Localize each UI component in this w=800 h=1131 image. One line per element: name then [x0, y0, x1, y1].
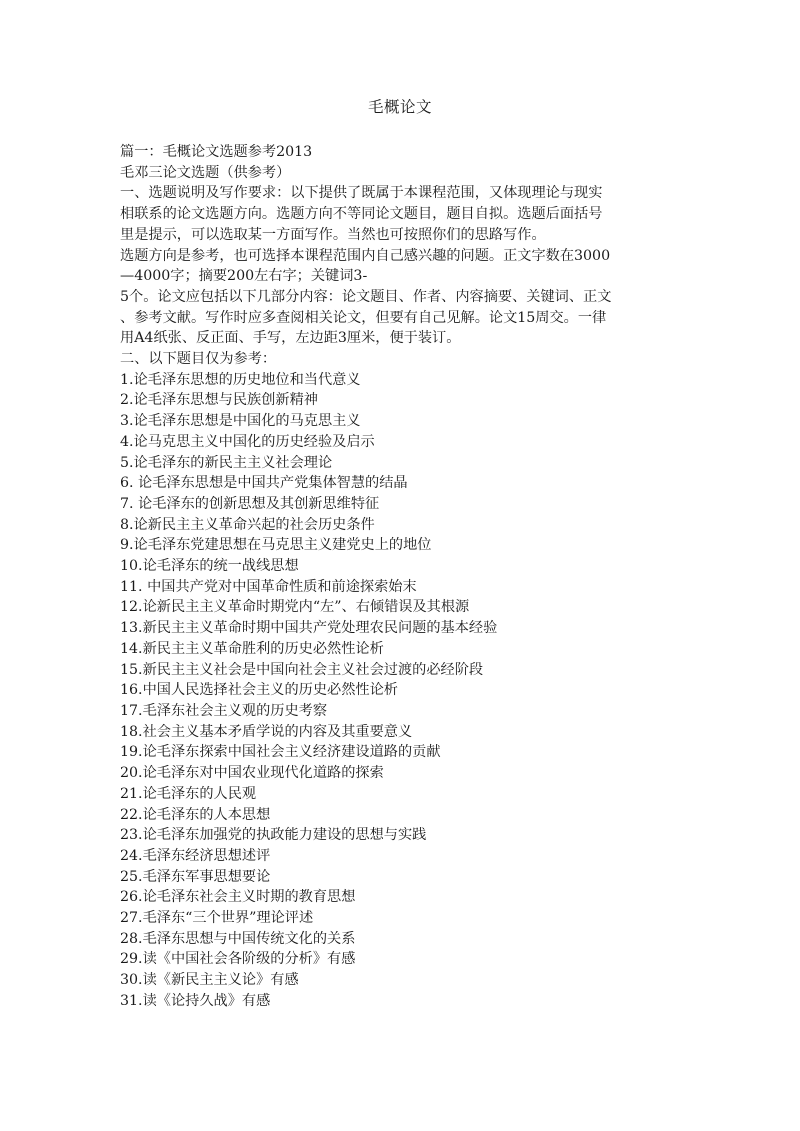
topic-item: 25.毛泽东军事思想要论	[120, 868, 271, 885]
intro-line: 选题方向是参考，也可选择本课程范围内自己感兴趣的问题。正文字数在3000	[120, 247, 611, 264]
topic-item: 6. 论毛泽东思想是中国共产党集体智慧的结晶	[120, 475, 408, 492]
intro-line: 用A4纸张、反正面、手写，左边距3厘米，便于装订。	[120, 330, 461, 347]
topic-item: 5.论毛泽东的新民主主义社会理论	[120, 454, 333, 471]
intro-line: 一、选题说明及写作要求：以下提供了既属于本课程范围，又体现理论与现实	[120, 185, 603, 202]
topic-item: 12.论新民主主义革命时期党内“左”、右倾错误及其根源	[120, 599, 470, 616]
topic-item: 9.论毛泽东党建思想在马克思主义建党史上的地位	[120, 537, 432, 554]
topic-item: 30.读《新民主主义论》有感	[120, 972, 299, 989]
intro-line: 二、以下题目仅为参考：	[120, 351, 277, 368]
topic-item: 20.论毛泽东对中国农业现代化道路的探索	[120, 765, 384, 782]
topic-item: 24.毛泽东经济思想述评	[120, 847, 271, 864]
topic-item: 15.新民主主义社会是中国向社会主义社会过渡的必经阶段	[120, 661, 484, 678]
topic-item: 13.新民主主义革命时期中国共产党处理农民问题的基本经验	[120, 620, 498, 637]
topic-item: 26.论毛泽东社会主义时期的教育思想	[120, 889, 356, 906]
topic-item: 8.论新民主主义革命兴起的社会历史条件	[120, 516, 375, 533]
topic-item: 29.读《中国社会各阶级的分析》有感	[120, 951, 356, 968]
topic-item: 19.论毛泽东探索中国社会主义经济建设道路的贡献	[120, 744, 441, 761]
topic-item: 21.论毛泽东的人民观	[120, 785, 257, 802]
intro-line: 里是提示，可以选取某一方面写作。当然也可按照你们的思路写作。	[120, 226, 546, 243]
topic-item: 22.论毛泽东的人本思想	[120, 806, 271, 823]
intro-line: 、参考文献。写作时应多查阅相关论文，但要有自己见解。论文15周交。一律	[120, 309, 607, 326]
document-title: 毛概论文	[367, 98, 432, 116]
topic-item: 16.中国人民选择社会主义的历史必然性论析	[120, 682, 398, 699]
intro-line: 毛邓三论文选题（供参考）	[120, 164, 291, 181]
intro-line: 5个。论文应包括以下几部分内容：论文题目、作者、内容摘要、关键词、正文	[120, 288, 612, 305]
topic-item: 2.论毛泽东思想与民族创新精神	[120, 392, 318, 409]
topic-item: 7. 论毛泽东的创新思想及其创新思维特征	[120, 495, 380, 512]
topic-item: 27.毛泽东“三个世界”理论评述	[120, 910, 314, 927]
intro-line: 篇一：毛概论文选题参考2013	[120, 144, 313, 160]
topic-item: 31.读《论持久战》有感	[120, 992, 271, 1009]
topic-item: 1.论毛泽东思想的历史地位和当代意义	[120, 371, 361, 388]
intro-line: 相联系的论文选题方向。选题方向不等同论文题目，题目自拟。选题后面括号	[120, 206, 603, 223]
topic-item: 28.毛泽东思想与中国传统文化的关系	[120, 930, 356, 947]
intro-line: —4000字；摘要200左右字；关键词3-	[120, 268, 368, 285]
topic-item: 14.新民主主义革命胜利的历史必然性论析	[120, 640, 384, 657]
topic-item: 23.论毛泽东加强党的执政能力建设的思想与实践	[120, 827, 427, 844]
topic-item: 11. 中国共产党对中国革命性质和前途探索始末	[120, 578, 417, 595]
topic-item: 4.论马克思主义中国化的历史经验及启示	[120, 433, 375, 450]
topic-item: 10.论毛泽东的统一战线思想	[120, 558, 299, 575]
topic-item: 18.社会主义基本矛盾学说的内容及其重要意义	[120, 723, 413, 740]
topic-item: 3.论毛泽东思想是中国化的马克思主义	[120, 413, 361, 430]
topic-item: 17.毛泽东社会主义观的历史考察	[120, 702, 328, 719]
intro-section	[120, 142, 680, 370]
document-page	[120, 96, 680, 1012]
topic-list	[120, 370, 680, 1012]
